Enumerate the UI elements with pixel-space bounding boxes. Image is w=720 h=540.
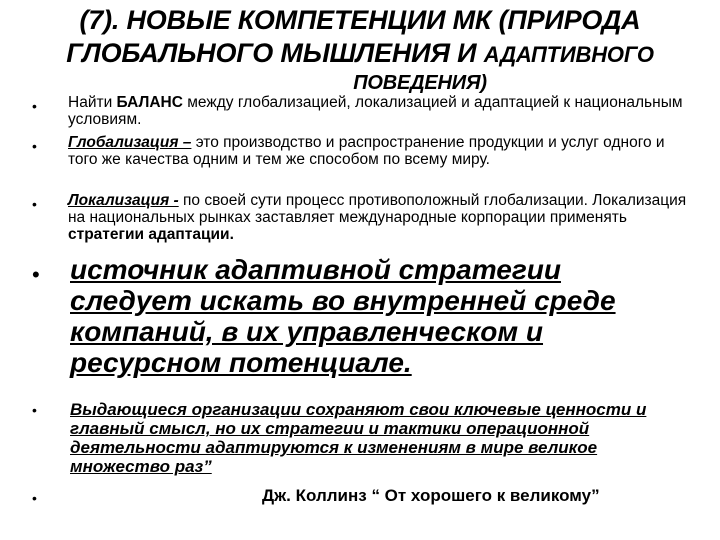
bullet-globalization <box>68 134 688 168</box>
bullet-balance <box>68 94 688 128</box>
bullet-marker: • <box>32 98 37 114</box>
b1-bold: БАЛАНС <box>116 94 183 111</box>
title-part3: ПОВЕДЕНИЯ) <box>353 72 487 94</box>
bullet-marker: • <box>32 262 40 287</box>
title-part1: (7). НОВЫЕ КОМПЕТЕНЦИИ МК (ПРИРОДА ГЛОБАЛЬНОГО МЫШЛЕНИЯ И <box>66 5 641 68</box>
b2-term: Глобализация – <box>68 134 192 151</box>
bullet-marker: • <box>32 490 37 506</box>
bullet-marker: • <box>32 138 37 154</box>
b1-pre: Найти <box>68 94 117 111</box>
title-part2: АДАПТИВНОГО <box>483 42 654 67</box>
bullet-marker: • <box>32 196 37 212</box>
quote: Выдающиеся организации сохраняют свои ключевые ценности и главный смысл, но их стратегии и тактики операционной деятельности адаптируются к изменениям в мире великое множество раз” <box>70 400 647 476</box>
bullet-localization <box>68 192 688 243</box>
b3-bold: стратегии адаптации. <box>68 226 234 243</box>
b3-rest: по своей сути процесс противоположный глобализации. Локализация на национальных рынках заставляет международные корпорации применять <box>68 192 687 226</box>
bullet-marker: • <box>32 402 37 418</box>
b1-rest: между глобализацией, локализацией и адаптацией к национальным условиям. <box>68 94 683 128</box>
main-statement: источник адаптивной стратегии следует искать во внутренней среде компаний, в их управленческом и ресурсном потенциале. <box>70 254 616 378</box>
quote-author: Дж. Коллинз “ От хорошего к великому” <box>262 486 600 505</box>
slide-title <box>20 4 700 95</box>
b2-rest: это производство и распространение продукции и услуг одного и того же качества одним и тем же способом по всему миру. <box>68 134 665 168</box>
b3-term: Локализация - <box>68 192 179 209</box>
